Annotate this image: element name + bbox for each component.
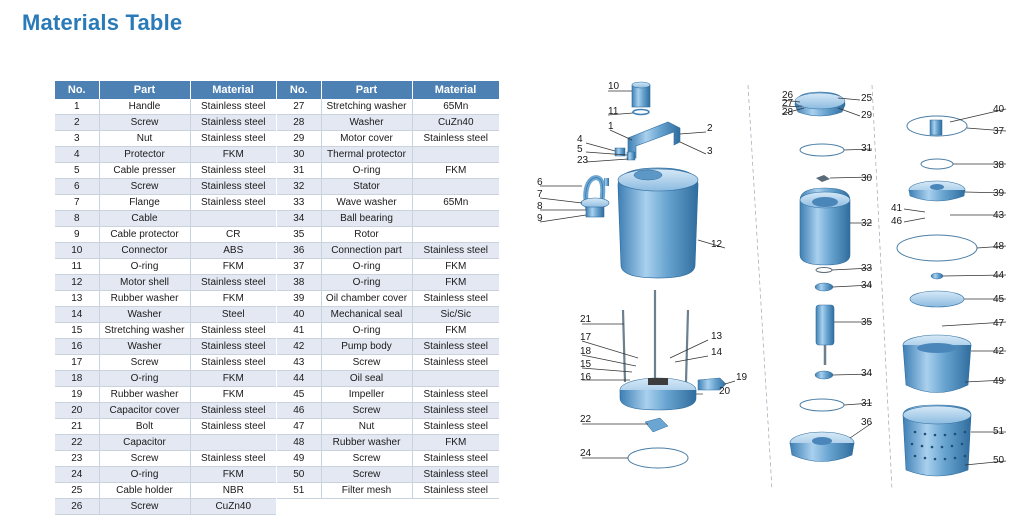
cell-part: Nut	[99, 131, 190, 147]
callout-11: 11	[608, 106, 619, 117]
cell-material: Stainless steel	[412, 483, 499, 499]
table-row	[277, 451, 499, 467]
cell-material: Stainless steel	[190, 339, 276, 355]
callout-33: 33	[861, 263, 873, 274]
cell-part: O-ring	[99, 259, 190, 275]
callout-6: 6	[537, 177, 543, 188]
cell-part: Stator	[321, 179, 412, 195]
table-row	[55, 419, 276, 435]
cell-no: 44	[277, 371, 321, 387]
connector-part	[632, 85, 650, 107]
cell-no: 5	[55, 163, 99, 179]
mechanical-seal-part	[930, 120, 942, 135]
cell-part: Flange	[99, 195, 190, 211]
cell-material: FKM	[190, 387, 276, 403]
cell-no: 3	[55, 131, 99, 147]
cell-no: 34	[277, 211, 321, 227]
table-row	[277, 291, 499, 307]
cell-no: 28	[277, 115, 321, 131]
cell-part: O-ring	[321, 259, 412, 275]
cell-material: Stainless steel	[190, 179, 276, 195]
pump-end-assembly	[897, 116, 977, 476]
cell-part: Motor shell	[99, 275, 190, 291]
callout-41: 41	[891, 203, 903, 214]
separator-line	[748, 85, 772, 490]
table-row	[277, 99, 499, 115]
callout-4: 4	[577, 134, 583, 145]
cell-part: Wave washer	[321, 195, 412, 211]
cell-part: Screw	[321, 467, 412, 483]
callout-42: 42	[993, 346, 1005, 357]
header-material: Material	[190, 81, 276, 99]
cell-no: 49	[277, 451, 321, 467]
cell-no: 30	[277, 147, 321, 163]
callout-44: 44	[993, 270, 1005, 281]
table-row	[277, 307, 499, 323]
callout-27: 27	[782, 98, 794, 109]
callout-34: 34	[861, 280, 873, 291]
table-row	[55, 323, 276, 339]
cell-no: 41	[277, 323, 321, 339]
cell-part: Screw	[321, 451, 412, 467]
cell-part: Stretching washer	[321, 99, 412, 115]
callout-5: 5	[577, 144, 583, 155]
cell-part: Rubber washer	[99, 291, 190, 307]
callout-14: 14	[711, 347, 723, 358]
table-row	[55, 499, 276, 515]
callout-8: 8	[537, 201, 543, 212]
callout-13: 13	[711, 331, 723, 342]
cell-no: 9	[55, 227, 99, 243]
cell-part: Cable holder	[99, 483, 190, 499]
cell-material	[412, 227, 499, 243]
cell-material: FKM	[190, 291, 276, 307]
cell-material: Stainless steel	[412, 467, 499, 483]
separator-line	[872, 85, 892, 490]
cell-part: Screw	[99, 451, 190, 467]
cell-material	[412, 147, 499, 163]
cell-part: Impeller	[321, 387, 412, 403]
cell-no: 7	[55, 195, 99, 211]
cell-material: FKM	[412, 323, 499, 339]
cell-part: Screw	[99, 499, 190, 515]
table-header-row	[55, 81, 276, 99]
cell-no: 22	[55, 435, 99, 451]
cell-part: O-ring	[99, 467, 190, 483]
materials-table-right	[277, 81, 500, 499]
callout-17: 17	[580, 332, 592, 343]
table-row	[55, 483, 276, 499]
cell-no: 45	[277, 387, 321, 403]
table-row	[55, 387, 276, 403]
table-row	[55, 115, 276, 131]
cell-no: 32	[277, 179, 321, 195]
cell-material	[190, 211, 276, 227]
cell-part: Cable	[99, 211, 190, 227]
cell-material: Stainless steel	[190, 131, 276, 147]
cell-material: CuZn40	[412, 115, 499, 131]
cell-material: Stainless steel	[190, 451, 276, 467]
cell-part: Washer	[99, 307, 190, 323]
cable-protector-part	[586, 207, 604, 217]
cell-no: 20	[55, 403, 99, 419]
impeller-part	[910, 291, 964, 307]
capacitor-part	[645, 418, 668, 432]
cell-part: Thermal protector	[321, 147, 412, 163]
cell-no: 1	[55, 99, 99, 115]
callout-28: 28	[782, 107, 794, 118]
table-row	[277, 259, 499, 275]
cell-part: Screw	[321, 403, 412, 419]
table-row	[277, 163, 499, 179]
callout-2: 2	[707, 123, 713, 134]
header-no: No.	[55, 81, 99, 99]
cell-no: 29	[277, 131, 321, 147]
cell-no: 23	[55, 451, 99, 467]
cell-part: Filter mesh	[321, 483, 412, 499]
rotor-part	[816, 305, 834, 345]
callout-32: 32	[861, 218, 873, 229]
cell-no: 11	[55, 259, 99, 275]
cell-material: Stainless steel	[412, 131, 499, 147]
cell-no: 36	[277, 243, 321, 259]
cell-no: 51	[277, 483, 321, 499]
cell-part: Motor cover	[321, 131, 412, 147]
cell-part: Washer	[321, 115, 412, 131]
table-row	[277, 131, 499, 147]
callout-31-lower: 31	[861, 398, 873, 409]
table-row	[277, 419, 499, 435]
cell-material: Stainless steel	[190, 275, 276, 291]
cell-material: Stainless steel	[190, 403, 276, 419]
cell-no: 17	[55, 355, 99, 371]
cell-material: FKM	[412, 259, 499, 275]
cell-part: Capacitor	[99, 435, 190, 451]
cell-part: Washer	[99, 339, 190, 355]
callout-51: 51	[993, 426, 1005, 437]
table-row	[55, 227, 276, 243]
cell-material: Stainless steel	[412, 339, 499, 355]
callout-50: 50	[993, 455, 1005, 466]
cell-part: Capacitor cover	[99, 403, 190, 419]
cell-material: Stainless steel	[190, 195, 276, 211]
table-row	[277, 435, 499, 451]
cell-no: 15	[55, 323, 99, 339]
cell-no: 12	[55, 275, 99, 291]
cell-material	[412, 371, 499, 387]
table-row	[277, 387, 499, 403]
table-row	[55, 451, 276, 467]
cell-material: 65Mn	[412, 195, 499, 211]
table-row	[277, 467, 499, 483]
table-row	[55, 131, 276, 147]
cell-part: Screw	[99, 115, 190, 131]
callout-22: 22	[580, 414, 592, 425]
cell-material: Stainless steel	[412, 291, 499, 307]
cell-no: 25	[55, 483, 99, 499]
callout-25: 25	[861, 93, 873, 104]
table-row	[55, 163, 276, 179]
cell-no: 26	[55, 499, 99, 515]
cell-part: Stretching washer	[99, 323, 190, 339]
table-row	[55, 291, 276, 307]
cell-no: 37	[277, 259, 321, 275]
cell-material: CR	[190, 227, 276, 243]
o-ring-part	[633, 110, 649, 115]
table-row	[277, 179, 499, 195]
table-row	[277, 275, 499, 291]
callout-40: 40	[993, 104, 1005, 115]
cell-part: Ball bearing	[321, 211, 412, 227]
cell-material: FKM	[412, 275, 499, 291]
table-row	[277, 227, 499, 243]
motor-internals-assembly	[790, 92, 854, 462]
cell-part: Connection part	[321, 243, 412, 259]
table-row	[55, 243, 276, 259]
cell-no: 35	[277, 227, 321, 243]
cell-part: O-ring	[321, 275, 412, 291]
cell-material: Stainless steel	[412, 451, 499, 467]
cell-material: Steel	[190, 307, 276, 323]
cell-part: Handle	[99, 99, 190, 115]
cell-material: Stainless steel	[412, 387, 499, 403]
cell-part: Bolt	[99, 419, 190, 435]
table-row	[55, 211, 276, 227]
cell-material: FKM	[190, 259, 276, 275]
callout-19: 19	[736, 372, 748, 383]
cell-part: Protector	[99, 147, 190, 163]
callout-36: 36	[861, 417, 873, 428]
cell-material: Stainless steel	[190, 115, 276, 131]
cell-part: Connector	[99, 243, 190, 259]
cell-material: Stainless steel	[190, 163, 276, 179]
callout-38: 38	[993, 160, 1005, 171]
cell-no: 39	[277, 291, 321, 307]
cell-material: FKM	[190, 147, 276, 163]
callout-29: 29	[861, 110, 873, 121]
cell-no: 46	[277, 403, 321, 419]
cell-no: 16	[55, 339, 99, 355]
callout-12: 12	[711, 239, 723, 250]
table-row	[55, 275, 276, 291]
cell-part: Mechanical seal	[321, 307, 412, 323]
cell-material	[412, 179, 499, 195]
flange-part	[581, 198, 609, 208]
cell-no: 8	[55, 211, 99, 227]
cell-part: Rotor	[321, 227, 412, 243]
cell-part: Rubber washer	[99, 387, 190, 403]
table-row	[55, 99, 276, 115]
callout-21: 21	[580, 314, 592, 325]
cell-material: 65Mn	[412, 99, 499, 115]
cell-material: Stainless steel	[190, 355, 276, 371]
cell-part: Rubber washer	[321, 435, 412, 451]
callout-23: 23	[577, 155, 589, 166]
cell-material: CuZn40	[190, 499, 276, 515]
cell-no: 21	[55, 419, 99, 435]
cell-no: 43	[277, 355, 321, 371]
callout-30: 30	[861, 173, 873, 184]
callout-43: 43	[993, 210, 1005, 221]
table-row	[55, 467, 276, 483]
table-row	[55, 435, 276, 451]
callout-1: 1	[608, 121, 614, 132]
callout-45: 45	[993, 294, 1005, 305]
cell-material: Stainless steel	[412, 403, 499, 419]
cell-part: O-ring	[99, 371, 190, 387]
cell-no: 27	[277, 99, 321, 115]
table-row	[55, 179, 276, 195]
cell-material: Stainless steel	[190, 323, 276, 339]
callout-9: 9	[537, 213, 543, 224]
callout-47: 47	[993, 318, 1005, 329]
cell-no: 40	[277, 307, 321, 323]
materials-table-left	[55, 81, 277, 515]
table-row	[277, 355, 499, 371]
callout-18: 18	[580, 346, 592, 357]
cell-part: Cable presser	[99, 163, 190, 179]
callout-15: 15	[580, 359, 592, 370]
cell-material	[412, 211, 499, 227]
table-row	[277, 243, 499, 259]
header-part: Part	[99, 81, 190, 99]
table-row	[277, 339, 499, 355]
table-row	[277, 147, 499, 163]
callout-16: 16	[580, 372, 592, 383]
cell-no: 31	[277, 163, 321, 179]
cell-no: 13	[55, 291, 99, 307]
table-row	[55, 147, 276, 163]
cell-part: Cable protector	[99, 227, 190, 243]
cell-no: 50	[277, 467, 321, 483]
o-ring-part	[628, 448, 688, 468]
table-row	[55, 403, 276, 419]
cell-part: Screw	[99, 179, 190, 195]
cell-material: Stainless steel	[190, 419, 276, 435]
cell-part: Screw	[321, 355, 412, 371]
page-title: Materials Table	[22, 10, 183, 35]
callout-46: 46	[891, 216, 903, 227]
callout-39: 39	[993, 188, 1005, 199]
callout-31: 31	[861, 143, 873, 154]
header-material: Material	[412, 81, 499, 99]
cell-part: Oil chamber cover	[321, 291, 412, 307]
cell-material: FKM	[190, 467, 276, 483]
cell-part: Pump body	[321, 339, 412, 355]
cell-no: 38	[277, 275, 321, 291]
callout-37: 37	[993, 126, 1005, 137]
cell-part: O-ring	[321, 323, 412, 339]
table-row	[55, 259, 276, 275]
table-row	[277, 403, 499, 419]
cell-no: 14	[55, 307, 99, 323]
header-part: Part	[321, 81, 412, 99]
callout-48: 48	[993, 241, 1005, 252]
table-row	[277, 115, 499, 131]
cell-material: FKM	[412, 163, 499, 179]
cell-material: Stainless steel	[190, 99, 276, 115]
cell-no: 19	[55, 387, 99, 403]
cell-material: FKM	[412, 435, 499, 451]
table-row	[55, 355, 276, 371]
cell-material	[190, 435, 276, 451]
cell-part: Nut	[321, 419, 412, 435]
cell-no: 42	[277, 339, 321, 355]
table-row	[277, 323, 499, 339]
motor-shell-assembly	[581, 82, 726, 468]
table-row	[55, 339, 276, 355]
cell-part: Screw	[99, 355, 190, 371]
cell-no: 33	[277, 195, 321, 211]
table-row	[55, 371, 276, 387]
header-no: No.	[277, 81, 321, 99]
table-header-row	[277, 81, 499, 99]
cell-no: 18	[55, 371, 99, 387]
cell-material: ABS	[190, 243, 276, 259]
table-row	[277, 371, 499, 387]
cell-part: O-ring	[321, 163, 412, 179]
cell-no: 10	[55, 243, 99, 259]
exploded-view-diagram	[520, 60, 1025, 510]
table-row	[277, 211, 499, 227]
cell-material: Sic/Sic	[412, 307, 499, 323]
table-row	[277, 483, 499, 499]
cell-no: 2	[55, 115, 99, 131]
cell-no: 48	[277, 435, 321, 451]
cell-material: FKM	[190, 371, 276, 387]
cell-no: 24	[55, 467, 99, 483]
cell-material: Stainless steel	[412, 419, 499, 435]
callout-34-lower: 34	[861, 368, 873, 379]
cell-part: Oil seal	[321, 371, 412, 387]
cell-material: Stainless steel	[412, 243, 499, 259]
cell-material: Stainless steel	[412, 355, 499, 371]
callout-24: 24	[580, 448, 592, 459]
callout-3: 3	[707, 146, 713, 157]
callout-49: 49	[993, 376, 1005, 387]
callout-10: 10	[608, 81, 620, 92]
callout-35: 35	[861, 317, 873, 328]
cell-no: 4	[55, 147, 99, 163]
handle-part	[628, 122, 680, 158]
table-row	[277, 195, 499, 211]
callout-7: 7	[537, 189, 543, 200]
cell-no: 6	[55, 179, 99, 195]
cell-material: NBR	[190, 483, 276, 499]
callout-20: 20	[719, 386, 731, 397]
callout-26: 26	[782, 90, 794, 101]
table-row	[55, 307, 276, 323]
table-row	[55, 195, 276, 211]
cell-no: 47	[277, 419, 321, 435]
